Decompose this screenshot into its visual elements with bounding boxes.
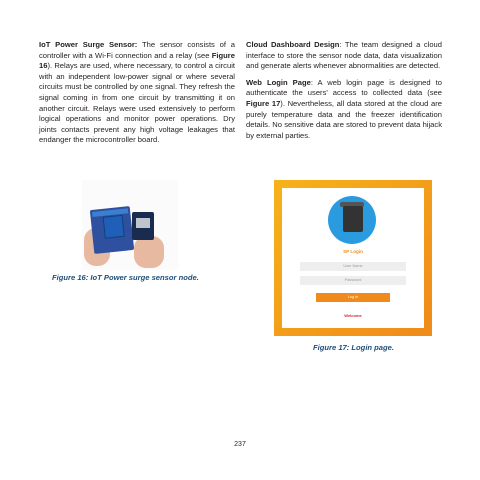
relay-cube: [103, 215, 125, 239]
wifi-chip: [136, 218, 150, 228]
finger-right: [134, 236, 164, 268]
paragraph-cloud-dashboard-design: [246, 40, 442, 72]
paragraph-text: : A web login page is designed to authenticate the users' access to collected data (see: [246, 77, 442, 98]
figure-16-photo: [82, 180, 178, 270]
password-field: Password: [300, 276, 406, 285]
login-card: [282, 188, 424, 328]
paragraph-text: ). Nevertheless, all data stored at the cloud are purely temperature data and the freezer identification details. No sensitive data are stored to prevent data hijack by external parties.: [246, 98, 442, 140]
right-column: [246, 40, 442, 147]
figure-17-login-page: [274, 180, 432, 336]
paragraph-heading: Cloud Dashboard Design: [246, 40, 340, 49]
freezer-logo-icon: [328, 196, 376, 244]
login-button: Log in: [316, 293, 390, 302]
paragraph-heading: IoT Power Surge Sensor:: [39, 40, 138, 49]
paragraph-text: : The team designed a cloud interface to store the sensor node data, data visualization and generate alerts whenever abnormalities are detected.: [246, 40, 442, 71]
left-column: [39, 40, 235, 152]
paragraph-heading: Web Login Page: [246, 77, 311, 87]
device-body: [343, 206, 363, 232]
paragraph-iot-power-surge-sensor: [39, 40, 235, 146]
relay-module: [90, 206, 134, 254]
username-field: User Name: [300, 262, 406, 271]
login-title: SP Login: [343, 249, 363, 254]
figure-16-caption: Figure 16: IoT Power surge sensor node.: [52, 273, 199, 282]
paragraph-web-login-page: [246, 78, 442, 142]
figure-reference: Figure 16: [39, 50, 235, 71]
paragraph-text: The sensor consists of a controller with a Wi-Fi connection and a relay (see: [39, 40, 235, 60]
paragraph-text: ). Relays are used, where necessary, to control a circuit with an independent low-power signal or where several circuits must be controlled by one signal. They refresh the signal coming in from one circuit by transmitting it on another circuit. Relays were used extensively to perform logical operations and monitor power operations. Dry joints contacts prevent any high voltage leakages that endanger the microcontroller board.: [39, 61, 235, 145]
welcome-text: Welcome: [344, 313, 362, 318]
page-number: 237: [234, 441, 246, 448]
wifi-controller-board: [132, 212, 154, 240]
figure-17-caption: Figure 17: Login page.: [313, 343, 395, 352]
figure-reference: Figure 17: [246, 98, 281, 108]
